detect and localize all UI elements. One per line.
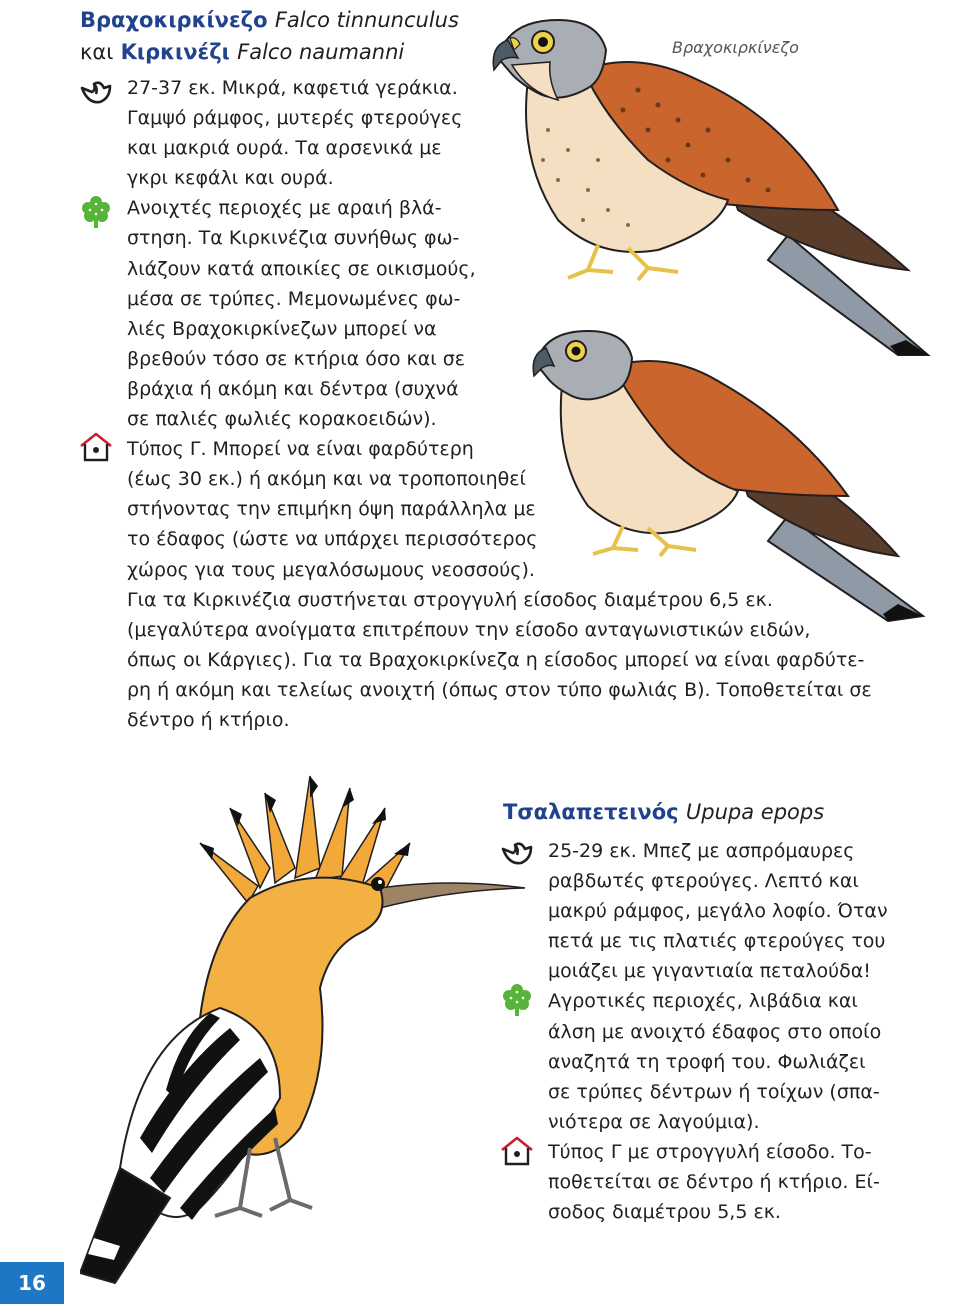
text-line: λιάζουν κατά αποικίες σε οικισμούς, [127,257,476,280]
kestrel-title [80,4,459,68]
kestrel-common-name-1: Βραχοκιρκίνεζο [80,8,268,32]
kestrel-scientific-name-1: Falco tinnunculus [274,8,459,32]
bird-icon [501,839,533,869]
text-line: ρη ή ακόμη και τελείως ανοιχτή (όπως στον τύπο φωλιάς Β). Τοποθετείται σε [127,678,872,701]
hoopoe-scientific-name: Upupa epops [685,800,825,824]
text-line: μοιάζει με γιγαντιαία πεταλούδα! [548,960,871,983]
text-line: Ανοιχτές περιοχές με αραιή βλά- [127,197,442,220]
common-kestrel-illustration [488,10,948,360]
text-line: γκρι κεφάλι και ουρά. [127,167,334,190]
text-line: στήνοντας την επιμήκη όψη παράλληλα με [127,498,536,521]
kestrel-common-name-2: Κιρκινέζι [120,40,230,64]
text-line: λιές Βραχοκιρκίνεζων μπορεί να [127,317,437,340]
text-line: Γαμψό ράμφος, μυτερές φτερούγες [127,107,463,130]
kestrel-caption: Βραχοκιρκίνεζο [672,38,799,57]
text-line: σοδος διαμέτρου 5,5 εκ. [548,1201,781,1224]
hoopoe-common-name: Τσαλαπετεινός [503,800,679,824]
text-line: σε τρύπες δέντρων ή τοίχων (σπα- [548,1080,880,1103]
text-line: Τύπος Γ με στρογγυλή είσοδο. Το- [548,1140,872,1163]
text-line: (μεγαλύτερα ανοίγματα επιτρέπουν την είσοδο ανταγωνιστικών ειδών, [127,618,811,641]
text-line: σε παλιές φωλιές κορακοειδών). [127,408,437,431]
kestrel-title-and: και [80,40,114,64]
hoopoe-illustration [80,768,530,1288]
text-line: ραβδωτές φτερούγες. Λεπτό και [548,870,859,893]
text-line: μακρύ ράμφος, μεγάλο λοφίο. Όταν [548,900,888,923]
text-line: δέντρο ή κτήριο. [127,708,290,731]
text-line: στηση. Τα Κιρκινέζια συνήθως φω- [127,227,460,250]
text-line: (έως 30 εκ.) ή ακόμη και να τροποποιηθεί [127,468,526,491]
text-line: Τύπος Γ. Μπορεί να είναι φαρδύτερη [127,438,474,461]
text-line: Αγροτικές περιοχές, λιβάδια και [548,990,858,1013]
text-line: άλση με ανοιχτό έδαφος στο οποίο [548,1020,882,1043]
text-line: ποθετείται σε δέντρο ή κτήριο. Εί- [548,1171,880,1194]
tree-icon [500,983,534,1017]
text-line: Για τα Κιρκινέζια συστήνεται στρογγυλή είσοδος διαμέτρου 6,5 εκ. [127,588,773,611]
text-line: όπως οι Κάργιες). Για τα Βραχοκιρκίνεζα η είσοδος μπορεί να είναι φαρδύτε- [127,648,865,671]
text-line: το έδαφος (ώστε να υπάρχει περισσότερος [127,528,538,551]
text-line: αναζητά τη τροφή του. Φωλιάζει [548,1050,866,1073]
kestrel-scientific-name-2: Falco naumanni [237,40,405,64]
text-line: βράχια ή ακόμη και δέντρα (συχνά [127,377,459,400]
text-line: χώρος για τους μεγαλόσωμους νεοσσούς). [127,558,535,581]
hoopoe-description [548,836,888,1227]
text-line: πετά με τις πλατιές φτερούγες του [548,930,886,953]
text-line: 27-37 εκ. Μικρά, καφετιά γεράκια. [127,77,458,99]
bird-icon [80,78,112,108]
lesser-kestrel-illustration [528,326,928,626]
text-line: 25-29 εκ. Μπεζ με ασπρόμαυρες [548,840,855,862]
tree-icon [79,195,113,229]
text-line: νιότερα σε λαγούμια). [548,1110,760,1133]
nest-box-icon [79,432,113,462]
text-line: μέσα σε τρύπες. Μεμονωμένες φω- [127,287,461,310]
text-line: και μακριά ουρά. Τα αρσενικά με [127,137,442,160]
nest-box-icon [500,1136,534,1166]
hoopoe-title [503,796,824,828]
page-number: 16 [0,1262,64,1304]
text-line: βρεθούν τόσο σε κτήρια όσο και σε [127,347,466,370]
